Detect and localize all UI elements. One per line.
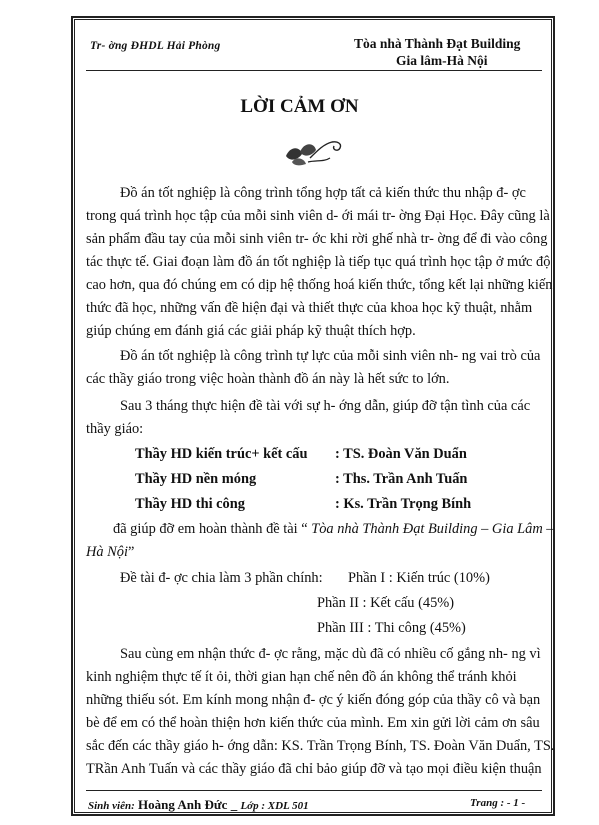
topic-suffix: ” [127, 544, 135, 560]
student-label: Sinh viên: [88, 800, 135, 812]
paragraph-1-line-2: trong quá trình học tập của mỗi sinh viên d- ới mái tr- ờng Đại Học. Đây cũng là [86, 208, 550, 224]
paragraph-3-line-1: Sau 3 tháng thực hiện đề tài với sự h- ớng dẫn, giúp đỡ tận tình của các [120, 398, 531, 414]
footer-rule [86, 790, 542, 791]
header-school: Tr- ờng ĐHDL Hải Phòng [90, 40, 221, 52]
paragraph-5-line-6: TRần Anh Tuấn và các thầy giáo đã chỉ bảo giúp đỡ và tạo mọi điều kiện thuận [86, 761, 542, 777]
paragraph-3-line-2: thầy giáo: [86, 421, 144, 437]
footer-separator: _ [227, 797, 241, 812]
header-rule [86, 70, 542, 71]
paragraph-4-line-1 [113, 518, 554, 541]
paragraph-1-line-3: sản phẩm đầu tay của mỗi sinh viên tr- ớc khi rời ghế nhà tr- ờng để đi vào công [86, 231, 548, 247]
paragraph-1-line-1: Đồ án tốt nghiệp là công trình tổng hợp tất cả kiến thức thu nhập đ- ợc [120, 185, 526, 201]
page-title: LỜI CẢM ƠN [240, 96, 359, 117]
advisor-role-3: Thầy HD thi công [135, 496, 245, 512]
advisor-name-2: : Ths. Trần Anh Tuấn [335, 471, 468, 487]
paragraph-1-line-7: giúp chúng em đánh giá các giải pháp kỹ thuật thích hợp. [86, 323, 416, 339]
footer-student [88, 797, 309, 813]
paragraph-5-line-3: những thiếu sót. Em kính mong nhận đ- ợc ý kiến đóng góp của thầy cô và bạn [86, 692, 541, 708]
topic-prefix: đã giúp đỡ em hoàn thành đề tài “ [113, 521, 308, 537]
paragraph-1-line-4: tác thực tế. Giai đoạn làm đồ án tốt nghiệp là tiếp tục quá trình học tập ở mức độ [86, 254, 551, 270]
advisor-role-2: Thầy HD nền móng [135, 471, 257, 487]
student-name: Hoàng Anh Đức [134, 797, 228, 812]
topic-title-part-1: Tòa nhà Thành Đạt Building – Gia Lâm – [307, 521, 554, 537]
advisor-name-3: : Ks. Trần Trọng Bính [335, 496, 472, 512]
advisor-role-1: Thầy HD kiến trúc+ kết cấu [135, 446, 308, 462]
paragraph-2-line-1: Đồ án tốt nghiệp là công trình tự lực của mỗi sinh viên nh- ng vai trò của [120, 348, 541, 364]
advisor-name-1: : TS. Đoàn Văn Duẩn [335, 446, 467, 462]
topic-title-part-2: Hà Nội [86, 544, 128, 560]
paragraph-5-line-1: Sau cùng em nhận thức đ- ợc rằng, mặc dù đã có nhiều cố gắng nh- ng vì [120, 646, 541, 662]
parts-intro: Đề tài đ- ợc chia làm 3 phần chính: [120, 570, 323, 586]
paragraph-4-line-2 [86, 541, 134, 564]
paragraph-1-line-5: cao hơn, qua đó chúng em có dịp hệ thống hoá kiến thức, tổng kết lại những kiến [86, 277, 553, 293]
paragraph-1-line-6: thức đã học, những vấn đề hiện đại và thiết thực của khoa học kỹ thuật, nhằm [86, 300, 533, 316]
leaf-flourish-icon [280, 136, 346, 170]
header-location: Gia lâm-Hà Nội [396, 53, 488, 68]
class-label: Lớp : XDL 501 [240, 800, 309, 812]
header-project: Tòa nhà Thành Đạt Building [354, 36, 521, 51]
part-1: Phần I : Kiến trúc (10%) [348, 570, 490, 586]
part-2: Phần II : Kết cấu (45%) [317, 595, 455, 611]
paragraph-5-line-5: sắc đến các thầy giáo h- ớng dẫn: KS. Trần Trọng Bính, TS. Đoàn Văn Duẩn, TS. [86, 738, 555, 754]
page-number: Trang : - 1 - [470, 797, 526, 809]
paragraph-5-line-2: kinh nghiệm thực tế ít ỏi, thời gian hạn chế nên đồ án không thể tránh khỏi [86, 669, 517, 685]
part-3: Phần III : Thi công (45%) [317, 620, 466, 636]
paragraph-2-line-2: các thầy giáo trong việc hoàn thành đồ án này là hết sức to lớn. [86, 371, 450, 387]
paragraph-5-line-4: bè để em có thể hoàn thiện hơn kiến thức của mình. Em xin gửi lời cảm ơn sâu [86, 715, 540, 731]
